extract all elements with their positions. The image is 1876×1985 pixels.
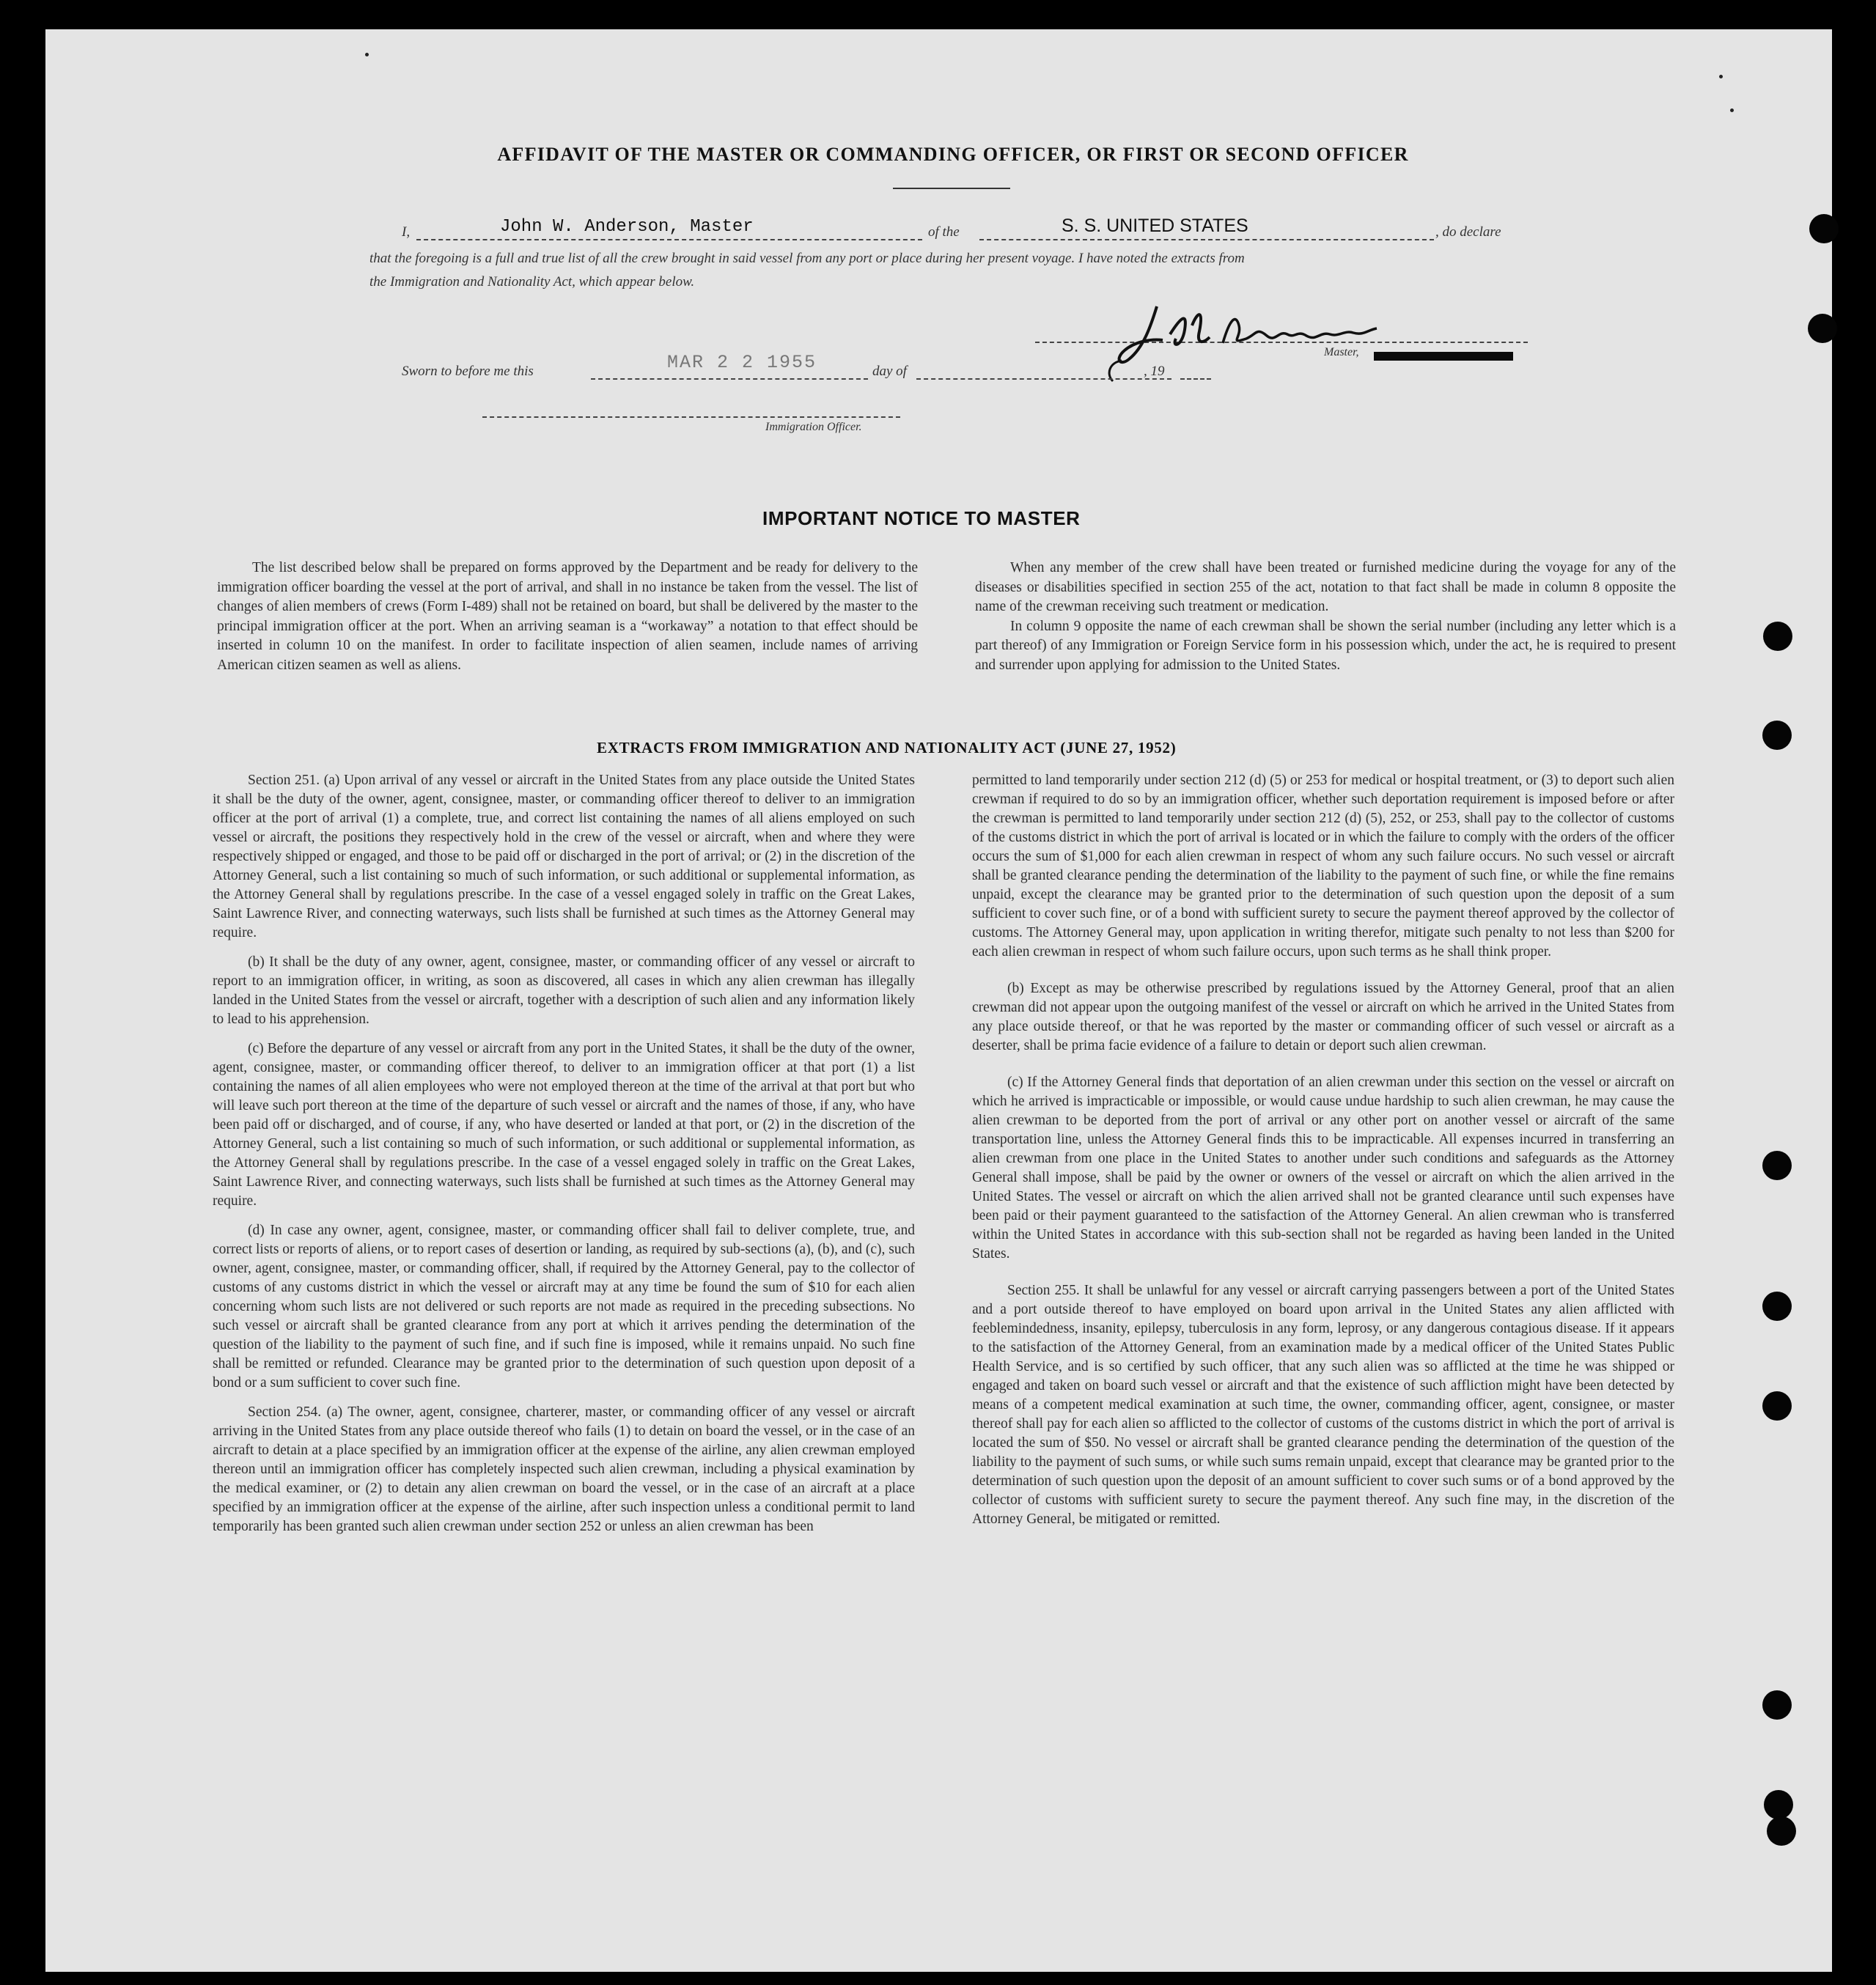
notice-right-text-2: In column 9 opposite the name of each crewman shall be shown the serial number (including any letter which is a part thereof) of any Immigration or Foreign Service form in his possession which, under the act, he is required to present and surrender upon applying for admission to the United States. (975, 618, 1676, 673)
notice-heading: IMPORTANT NOTICE TO MASTER (762, 507, 1081, 529)
date-stamp: MAR 2 2 1955 (667, 352, 817, 373)
punch-hole (1762, 1391, 1792, 1421)
section-251c: (c) Before the departure of any vessel or aircraft from any port in the United States, it shall be the duty of the owner, agent, consignee, master, or commanding officer thereof, to deliver to an immigration officer at that port (1) a list containing the names of all alien employees who were not employed thereon at the time of the arrival at that port but who will leave such port thereon at the time of the departure of such vessel or aircraft and the names of those, if any, who have been paid off or discharged, and of course, if any, who have deserted or landed at that port, or (2) in the discretion of the Attorney General, such a list containing so much of such information, or such additional or supplemental information, as the Attorney General shall by regulations prescribe. In the case of a vessel engaged solely in traffic on the Great Lakes, Saint Lawrence River, and connecting waterways, such lists shall be furnished at such times as the Attorney General may require. (213, 1041, 915, 1209)
declarant-line (416, 239, 922, 240)
vessel-name: S. S. UNITED STATES (1062, 216, 1248, 236)
of-the-label: of the (928, 224, 960, 240)
section-251a: Section 251. (a) Upon arrival of any vessel or aircraft in the United States from any place outside the United States it shall be the duty of the owner, agent, consignee, master, or commanding officer thereof to deliver to an immigration officer at the port of arrival (1) a complete, true, and correct list containing the names of all aliens employed on such vessel or aircraft, the positions they respectively hold in the crew of the vessel or aircraft, when and where they were respectively shipped or engaged, and those to be paid off or discharged in the port of arrival; or (2) in the discretion of the Attorney General, such a list containing so much of such information, or such additional or supplemental information, as the Attorney General shall by regulations prescribe. In the case of a vessel engaged solely in traffic on the Great Lakes, Saint Lawrence River, and connecting waterways, such lists shall be furnished at such times as the Attorney General may require. (213, 773, 915, 940)
declarant-name: John W. Anderson, Master (500, 217, 754, 237)
sworn-label: Sworn to before me this (402, 364, 534, 379)
punch-hole (1762, 1292, 1792, 1321)
intro-i: I, (402, 224, 411, 240)
notice-right-column (975, 559, 1676, 675)
title-divider (893, 188, 1010, 189)
punch-hole (1808, 314, 1837, 343)
extracts-right-column (972, 771, 1674, 1529)
punch-hole (1767, 1816, 1796, 1846)
affidavit-title: AFFIDAVIT OF THE MASTER OR COMMANDING OFFICER, OR FIRST OR SECOND OFFICER (497, 144, 1409, 165)
notice-right-text-1: When any member of the crew shall have been treated or furnished medicine during the voyage for any of the diseases or disabilities specified in section 255 of the act, notation to that fact shall be made in column 8 opposite the name of the crewman receiving such treatment or medication. (975, 560, 1676, 614)
extracts-left-column (213, 771, 915, 1536)
section-255: Section 255. It shall be unlawful for any vessel or aircraft carrying passengers between a port of the United States and a port outside thereof to have employed on board upon arrival in the United States any alien afflicted with feeblemindedness, insanity, epilepsy, tuberculosis in any form, leprosy, or any dangerous contagious disease. If it appears to the satisfaction of the Attorney General, from an examination made by a medical officer of the United States Public Health Service, and is so certified by such officer, that any such alien was so afflicted at the time he was shipped or engaged and taken on board such vessel or aircraft and that the existence of such affliction might have been detected by means of a competent medical examination at such time, the owner, commanding officer, agent, consignee, or master thereof shall pay for each alien so afflicted to the collector of customs of the customs district in which the port of arrival is located the sum of $50. No vessel or aircraft shall be granted clearance pending the determination of the question of the liability to the payment of such sums, or while such sums remain unpaid, except that clearance may be granted prior to the determination of such question upon the deposit of an amount sufficient to cover such sums or of a bond approved by the collector of customs with sufficient surety to secure the payment thereof. Any such fine may, in the discretion of the Attorney General, be mitigated or remitted. (972, 1283, 1674, 1527)
notice-left-column (217, 559, 918, 675)
section-251b: (b) It shall be the duty of any owner, agent, consignee, master, or commanding officer of any vessel or aircraft to report to an immigration officer, in writing, as soon as discovered, all cases in which any alien crewman has illegally landed in the United States from the vessel or aircraft, together with a description of such alien and any information likely to lead to his apprehension. (213, 954, 915, 1027)
punch-hole (1763, 622, 1792, 651)
sworn-day-line (591, 378, 868, 380)
year-line (1180, 378, 1211, 380)
master-signature (1100, 296, 1386, 384)
punch-hole (1762, 1690, 1792, 1720)
punch-hole (1764, 1790, 1793, 1819)
section-254a: Section 254. (a) The owner, agent, consignee, charterer, master, or commanding officer of any vessel or aircraft arriving in the United States from any place outside thereof who fails (1) to detain on board the vessel, or in the case of an aircraft to detain at a place specified by an immigration officer at the expense of the airline, any alien crewman employed thereon until an immigration officer has completely inspected such alien crewman, including a physical examination by the medical examiner, or (2) to detain any alien crewman on board the vessel, or in the case of an aircraft at a place specified by an immigration officer at the expense of the airline, after such inspection unless a conditional permit to land temporarily has been granted such alien crewman under section 252 or unless an alien crewman has been (213, 1404, 915, 1534)
immigration-officer-label: Immigration Officer. (765, 421, 862, 433)
section-254c: (c) If the Attorney General finds that deportation of an alien crewman under this section on the vessel or aircraft on which he arrived is impracticable or impossible, or would cause undue hardship to such alien crewman, he may cause the alien crewman to be deported from the port of arrival or any other port on another vessel or aircraft of the same transportation line, unless the Attorney General finds this to be impracticable. All expenses incurred in transferring an alien crewman from one place in the United States to another under such conditions and safeguards as the Attorney General shall impose, shall be paid by the owner or owners of the vessel or aircraft on which the alien arrived in the United States. The vessel or aircraft on which the alien arrived shall not be granted clearance until such expenses have been paid or their payment guaranteed to the satisfaction of the Attorney General. An alien crewman who is transferred within the United States in accordance with this sub-section shall not be regarded as having been landed in the United States. (972, 1075, 1674, 1262)
section-251d: (d) In case any owner, agent, consignee, master, or commanding officer shall fail to deliver complete, true, and correct lists or reports of aliens, or to report cases of desertion or landing, as required by sub-sections (a), (b), and (c), such owner, agent, consignee, master, or commanding officer, shall, if required by the Attorney General, pay to the collector of customs of any customs district in which the vessel or aircraft may at any time be found the sum of $10 for each alien concerning whom such lists are not delivered or such reports are not made as required in the preceding subsections. No such vessel or aircraft shall be granted clearance from any port at which it arrives pending the determination of the question of the liability to the payment of such fine, and if such fine is imposed, while it remains unpaid. No such fine shall be remitted or refunded. Clearance may be granted prior to the determination of such question upon deposit of a bond or a sum sufficient to cover such fine. (213, 1223, 915, 1391)
section-254b: (b) Except as may be otherwise prescribed by regulations issued by the Attorney General, proof that an alien crewman did not appear upon the outgoing manifest of the vessel or aircraft on which he arrived in the United States from any place outside thereof, or that he was reported by the master or commanding officer of such vessel or aircraft as a deserter, shall be prima facie evidence of a failure to detain or deport such alien crewman. (972, 981, 1674, 1053)
punch-hole (1762, 1151, 1792, 1180)
affidavit-line-3: the Immigration and Nationality Act, which appear below. (369, 274, 695, 290)
punch-hole (1809, 214, 1839, 243)
section-254a-cont: permitted to land temporarily under section 212 (d) (5) or 253 for medical or hospital treatment, or (3) to deport such alien crewman if required to do so by an immigration officer, whether such deportation requirement is imposed before or after the crewman is permitted to land temporarily under section 212 (d) (5), 252, or 253, shall pay to the collector of customs of the customs district in which the port of arrival is located or in which the failure to comply with the orders of the officer occurs the sum of $1,000 for each alien crewman in respect of whom any such failure occurs. No such vessel or aircraft shall be granted clearance pending the determination of the liability to the payment of such fine, or while the fine remains unpaid, except the clearance may be granted prior to the determination of such question upon the deposit of a sum sufficient to cover such fine, or of a bond with sufficient surety to secure the payment thereof approved by the collector of customs. The Attorney General may, upon application in writing therefor, mitigate such penalty to not less than $200 for each alien crewman in respect of whom such failure occurs, upon such terms as he shall think proper. (972, 773, 1674, 960)
redaction-bar (1374, 352, 1513, 361)
speck (1730, 108, 1734, 112)
month-line (916, 378, 1171, 380)
punch-hole (1762, 721, 1792, 750)
master-label: Master, (1324, 346, 1359, 358)
notice-left-text: The list described below shall be prepared on forms approved by the Department and be ready for delivery to the immigration officer boarding the vessel at the port of arrival, and shall in no instance be taken from the vessel. The list of changes of alien members of crews (Form I-489) shall not be retained on board, but shall be delivered by the master to the principal immigration officer at the port. When an arriving seaman is a “workaway” a notation to that effect should be inserted in column 10 on the manifest. In order to facilitate inspection of alien seamen, include names of arriving American citizen seamen as well as aliens. (217, 560, 918, 673)
speck (365, 53, 369, 56)
do-declare-label: , do declare (1435, 224, 1501, 240)
day-of-label: day of (872, 364, 907, 379)
speck (1719, 75, 1723, 78)
year-prefix: , 19 (1144, 364, 1165, 379)
officer-line (482, 416, 900, 418)
extracts-heading: EXTRACTS FROM IMMIGRATION AND NATIONALITY ACT (JUNE 27, 1952) (597, 739, 1177, 756)
affidavit-line-2: that the foregoing is a full and true list of all the crew brought in said vessel from any port or place during her present voyage. I have noted the extracts from (369, 251, 1245, 266)
vessel-line (979, 239, 1434, 240)
